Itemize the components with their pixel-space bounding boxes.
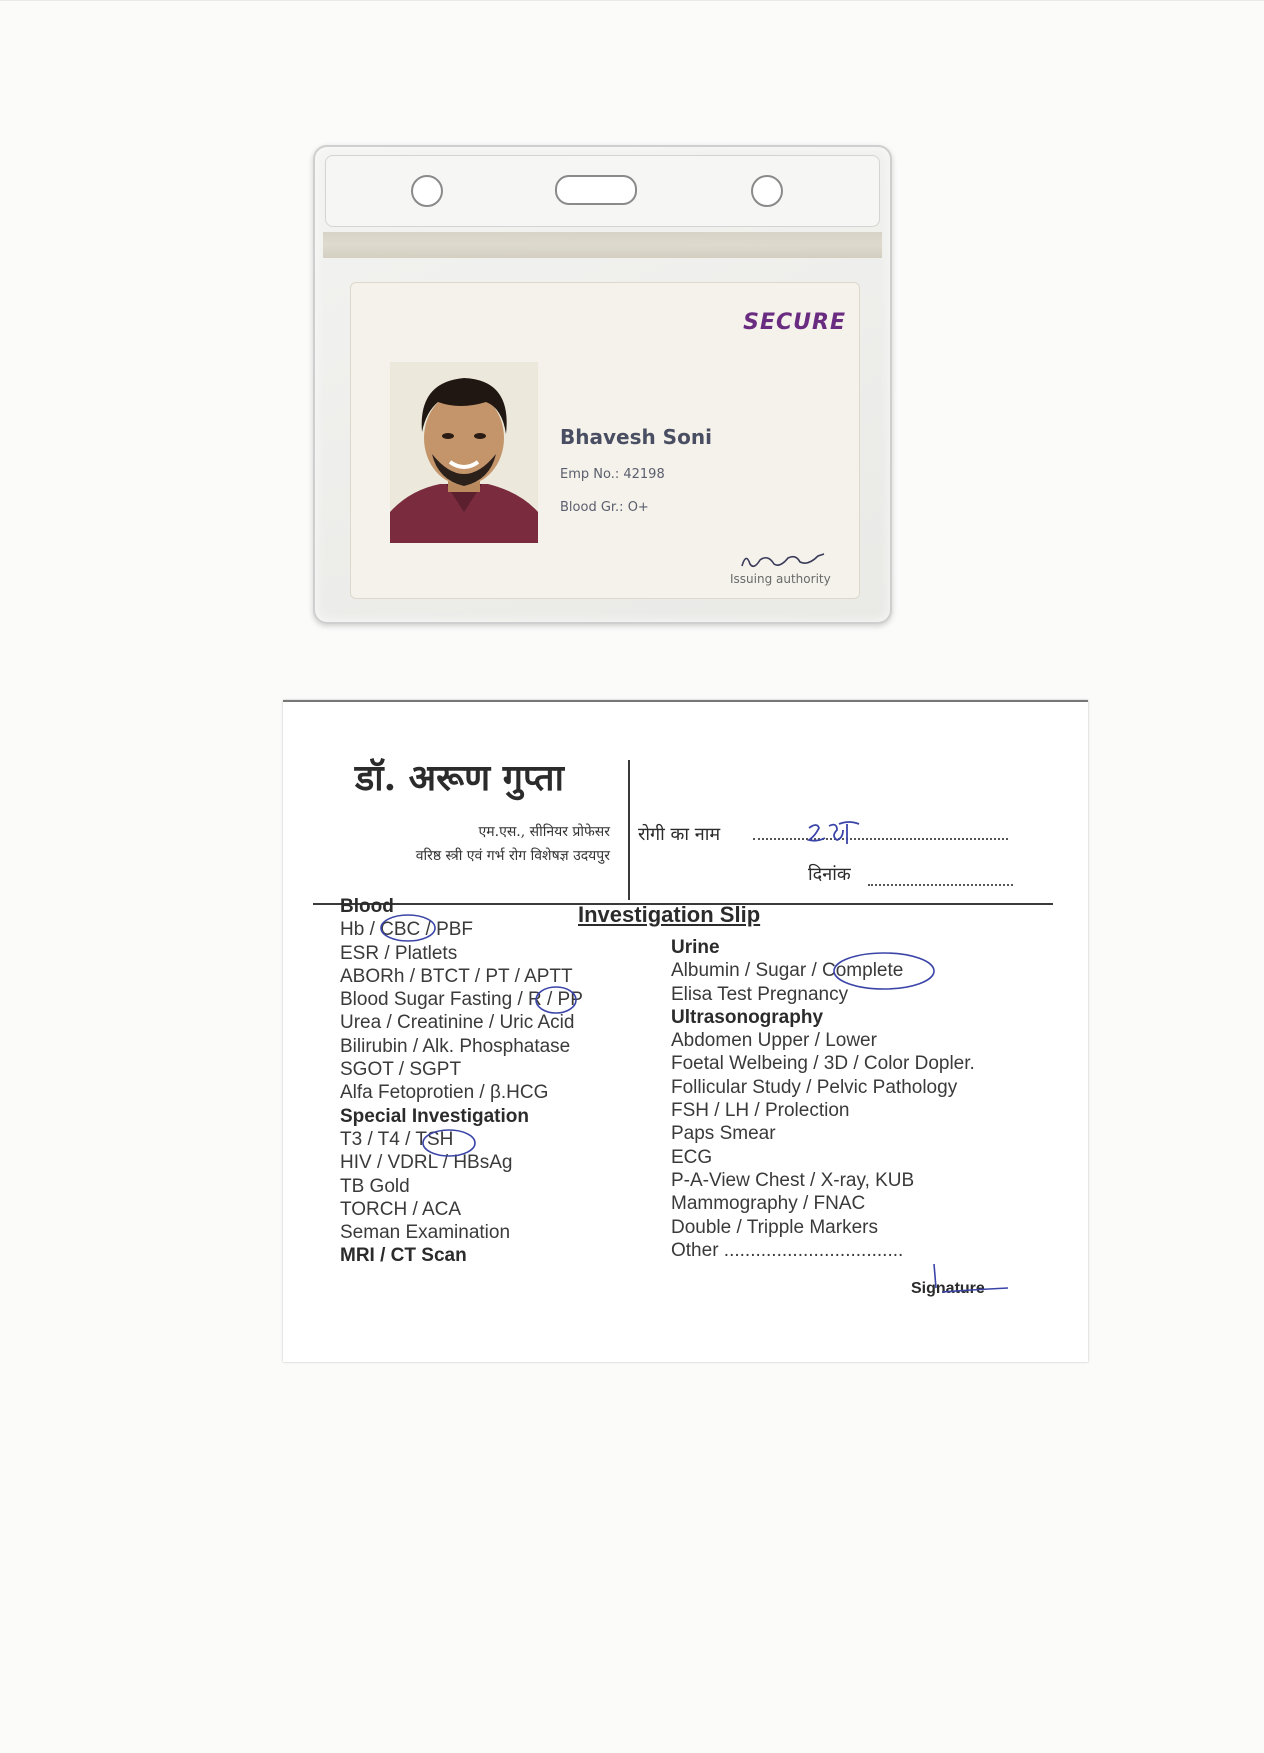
date-line [868, 884, 1013, 886]
test-item: FSH / LH / Prolection [671, 1100, 850, 1122]
handwritten-patient-name-icon [803, 818, 863, 848]
test-item: Bilirubin / Alk. Phosphatase [340, 1035, 571, 1057]
patient-name-line [753, 838, 1008, 840]
test-item: ECG [671, 1146, 713, 1168]
employee-number: Emp No.: 42198 [560, 467, 665, 482]
date-label: दिनांक [808, 864, 851, 885]
test-item: TORCH / ACA [340, 1198, 462, 1220]
test-item: Foetal Welbeing / 3D / Color Dopler. [671, 1053, 975, 1075]
test-item: Seman Examination [340, 1222, 511, 1244]
test-item: Paps Smear [671, 1123, 776, 1145]
signature-label: Signature [911, 1280, 985, 1297]
scan-crease [0, 0, 1264, 1]
test-section-heading: Urine [671, 937, 720, 958]
authority-signature-icon [738, 550, 828, 572]
holder-seal-strip [323, 232, 882, 258]
test-item: T3 / T4 / TSH [340, 1128, 454, 1150]
test-item: Hb / CBC / PBF [340, 919, 474, 941]
test-item: Other .................................. [671, 1239, 904, 1261]
test-section-heading: MRI / CT Scan [340, 1245, 467, 1267]
test-item: P-A-View Chest / X-ray, KUB [671, 1169, 915, 1191]
test-item: Mammography / FNAC [671, 1193, 866, 1215]
test-item: HIV / VDRL / HBsAg [340, 1152, 513, 1174]
test-item: SGOT / SGPT [340, 1059, 462, 1081]
test-item: Blood Sugar Fasting / R / PP [340, 989, 583, 1011]
id-card [350, 282, 860, 599]
employee-name: Bhavesh Soni [560, 425, 712, 449]
test-item: Double / Tripple Markers [671, 1216, 878, 1238]
header-vertical-divider [628, 760, 630, 900]
test-item: Alfa Fetoprotien / β.HCG [340, 1082, 549, 1104]
investigation-slip [283, 700, 1088, 1362]
test-item: Abdomen Upper / Lower [671, 1030, 877, 1052]
test-item: Albumin / Sugar / Complete [671, 960, 904, 982]
holder-hole-left [411, 175, 443, 207]
id-card-holder [313, 145, 892, 624]
doctor-name: डॉ. अरूण गुप्ता [355, 757, 564, 799]
holder-clip-slot [555, 175, 637, 205]
doctor-specialty: वरिष्ठ स्त्री एवं गर्भ रोग विशेषज्ञ उदयपुर [415, 848, 610, 864]
test-item: TB Gold [340, 1175, 410, 1197]
test-section-heading: Special Investigation [340, 1105, 529, 1127]
test-item: Follicular Study / Pelvic Pathology [671, 1076, 958, 1098]
slip-title: Investigation Slip [578, 902, 761, 927]
right-test-column [671, 936, 975, 1262]
employee-photo [390, 362, 538, 543]
brand-logo: SECURE [743, 310, 846, 335]
left-test-column [340, 895, 583, 1268]
blood-group: Blood Gr.: O+ [560, 500, 649, 515]
test-item: Urea / Creatinine / Uric Acid [340, 1012, 575, 1034]
issuing-authority-label: Issuing authority [730, 572, 831, 586]
holder-hole-right [751, 175, 783, 207]
patient-name-label: रोगी का नाम [638, 824, 721, 845]
doctor-qualification: एम.एस., सीनियर प्रोफेसर [478, 824, 610, 840]
test-section-heading: Ultrasonography [671, 1006, 824, 1028]
test-item: Elisa Test Pregnancy [671, 983, 849, 1005]
test-item: ESR / Platlets [340, 942, 458, 964]
test-item: ABORh / BTCT / PT / APTT [340, 965, 573, 987]
test-section-heading: Blood [340, 896, 394, 917]
